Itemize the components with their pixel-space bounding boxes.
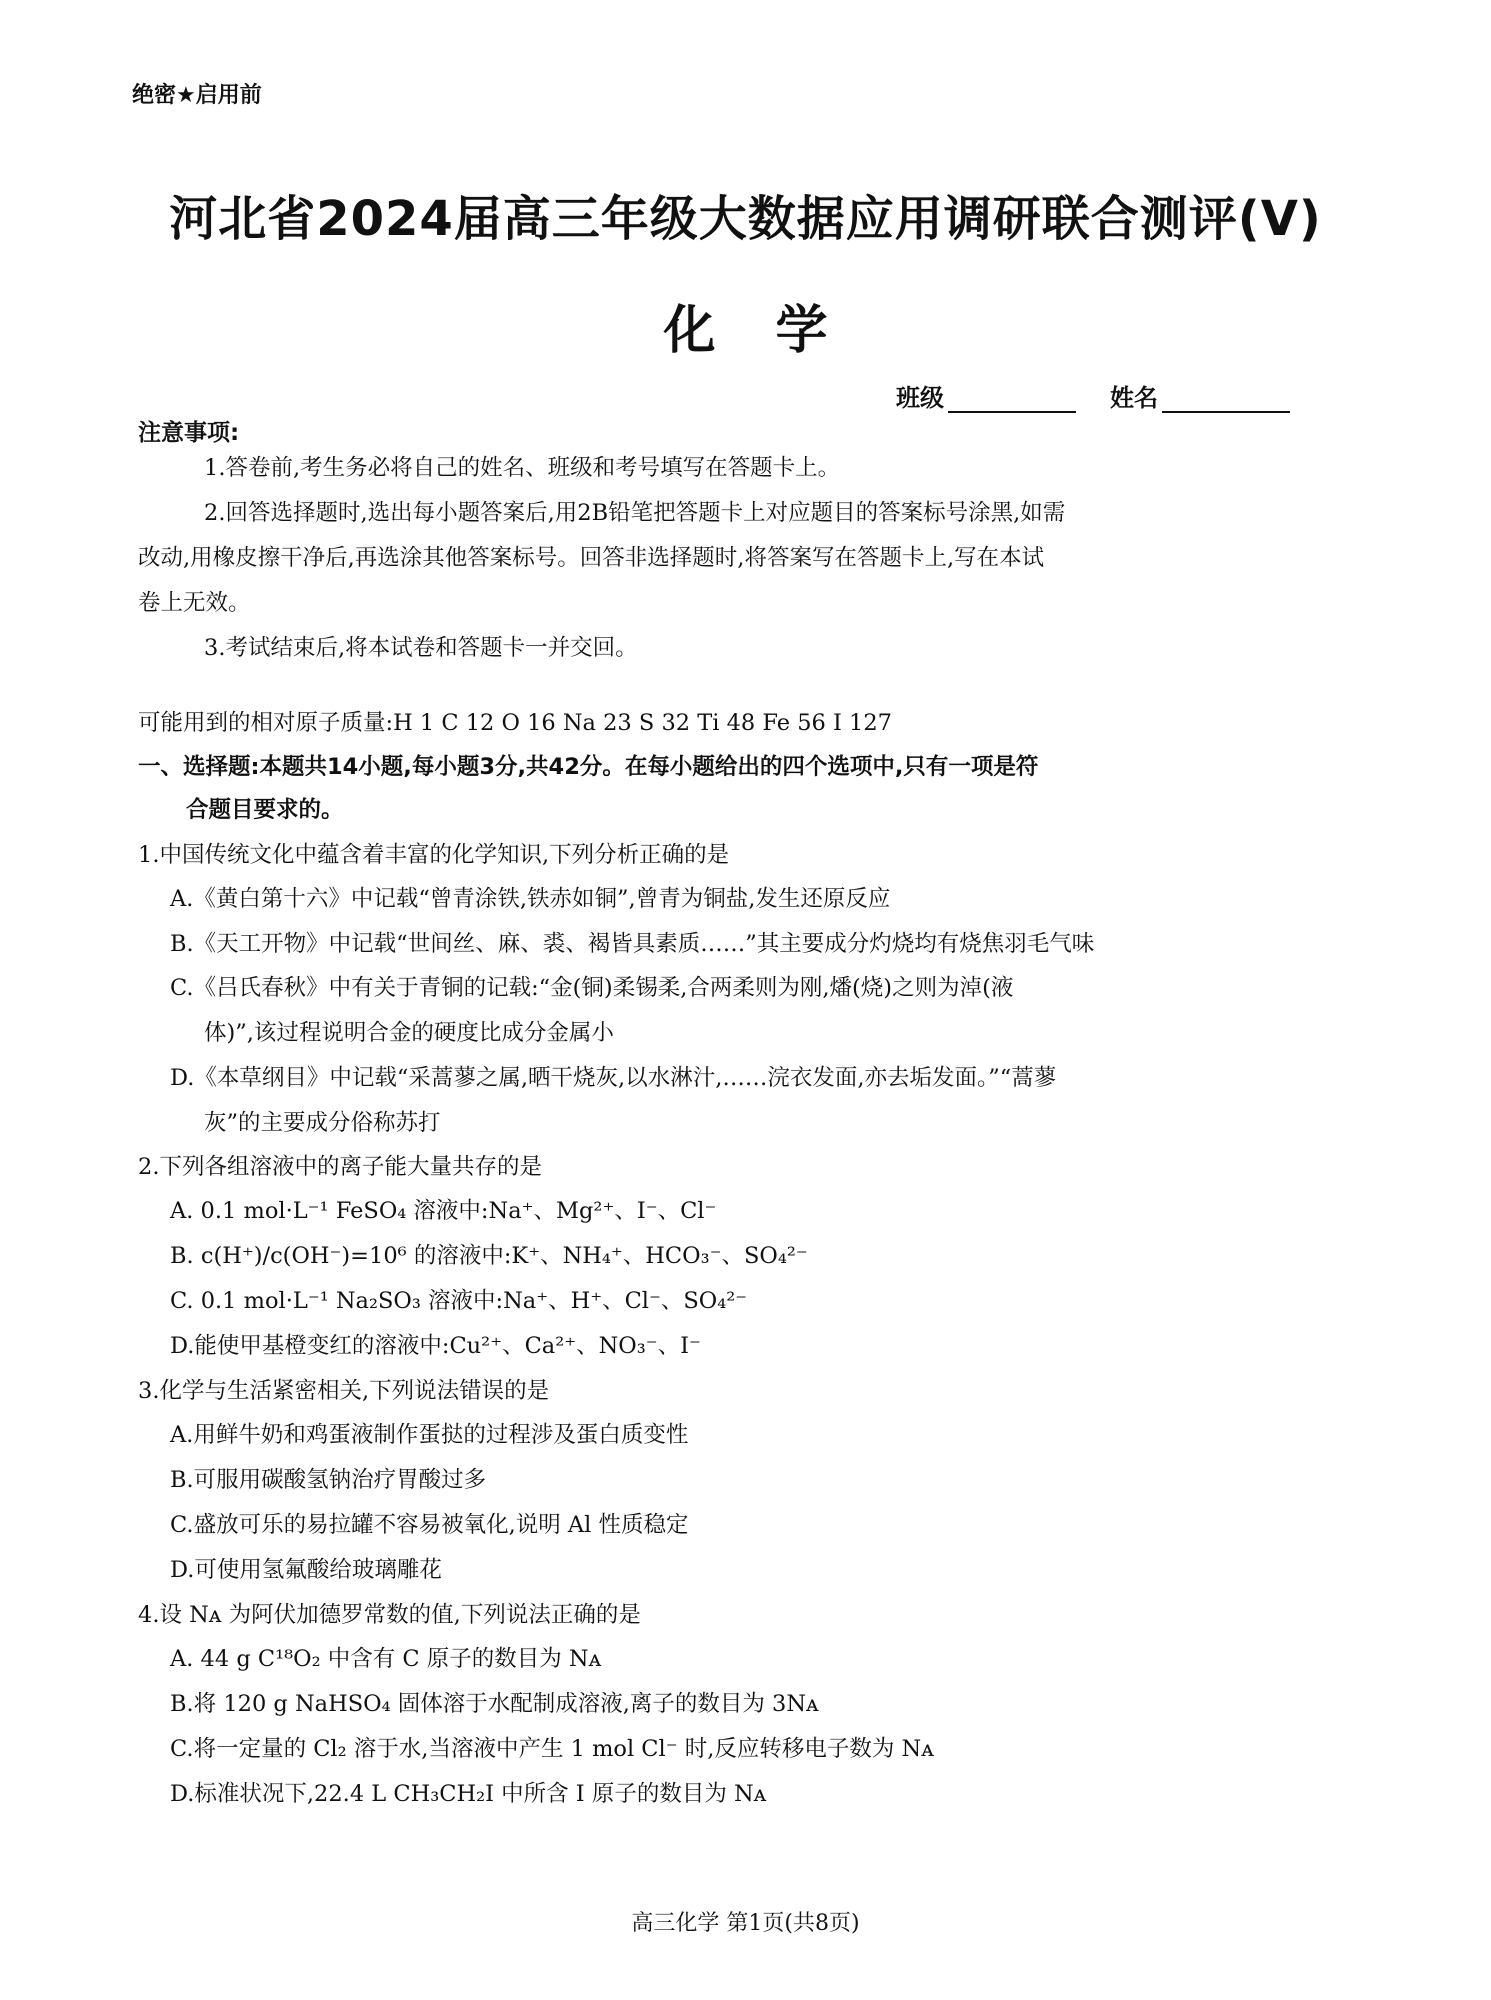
class-field	[896, 378, 1076, 413]
exam-title: 河北省2024届高三年级大数据应用调研联合测评(Ⅴ)	[169, 191, 1322, 247]
notes-heading: 注意事项:	[138, 420, 240, 446]
question-3-stem: 3.化学与生活紧密相关,下列说法错误的是	[138, 1378, 550, 1404]
question-3-option-a: A.用鲜牛奶和鸡蛋液制作蛋挞的过程涉及蛋白质变性	[170, 1422, 689, 1448]
class-blank	[948, 389, 1076, 413]
question-1-option-d-line-2: 灰”的主要成分俗称苏打	[204, 1110, 441, 1136]
note-2-line-3: 卷上无效。	[138, 590, 251, 616]
atomic-masses: 可能用到的相对原子质量:H 1 C 12 O 16 Na 23 S 32 Ti 48 Fe 56 I 127	[138, 710, 892, 736]
question-4-option-d: D.标准状况下,22.4 L CH₃CH₂I 中所含 I 原子的数目为 Nᴀ	[170, 1781, 767, 1807]
class-label: 班级	[896, 384, 944, 412]
page-footer: 高三化学 第1页(共8页)	[631, 1911, 860, 1936]
question-2-option-d: D.能使甲基橙变红的溶液中:Cu²⁺、Ca²⁺、NO₃⁻、I⁻	[170, 1333, 701, 1359]
question-1-option-c-line-1: C.《吕氏春秋》中有关于青铜的记载:“金(铜)柔锡柔,合两柔则为刚,燔(烧)之则为淖(液	[170, 975, 1014, 1001]
note-3: 3.考试结束后,将本试卷和答题卡一并交回。	[204, 635, 638, 661]
question-2-option-b: B. c(H⁺)/c(OH⁻)=10⁶ 的溶液中:K⁺、NH₄⁺、HCO₃⁻、SO₄²⁻	[170, 1243, 808, 1269]
question-1-option-b: B.《天工开物》中记载“世间丝、麻、裘、褐皆具素质……”其主要成分灼烧均有烧焦羽毛气味	[170, 931, 1095, 957]
section-1-heading-line-2: 合题目要求的。	[186, 797, 344, 823]
question-1-option-a: A.《黄白第十六》中记载“曾青涂铁,铁赤如铜”,曾青为铜盐,发生还原反应	[170, 886, 891, 912]
question-4-stem: 4.设 Nᴀ 为阿伏加德罗常数的值,下列说法正确的是	[138, 1602, 641, 1628]
name-field	[1110, 378, 1290, 413]
note-2-line-2: 改动,用橡皮擦干净后,再选涂其他答案标号。回答非选择题时,将答案写在答题卡上,写在本试	[138, 545, 1045, 571]
question-2-stem: 2.下列各组溶液中的离子能大量共存的是	[138, 1154, 542, 1180]
question-4-option-a: A. 44 g C¹⁸O₂ 中含有 C 原子的数目为 Nᴀ	[170, 1646, 602, 1672]
subject-title: 化学	[663, 301, 888, 361]
question-1-option-d-line-1: D.《本草纲目》中记载“采蒿蓼之属,晒干烧灰,以水淋汁,……浣衣发面,亦去垢发面。”“蒿蓼	[170, 1065, 1057, 1091]
name-blank	[1162, 389, 1290, 413]
question-4-option-b: B.将 120 g NaHSO₄ 固体溶于水配制成溶液,离子的数目为 3Nᴀ	[170, 1691, 819, 1717]
question-4-option-c: C.将一定量的 Cl₂ 溶于水,当溶液中产生 1 mol Cl⁻ 时,反应转移电子数为 Nᴀ	[170, 1736, 934, 1762]
question-3-option-b: B.可服用碳酸氢钠治疗胃酸过多	[170, 1467, 487, 1493]
question-2-option-c: C. 0.1 mol·L⁻¹ Na₂SO₃ 溶液中:Na⁺、H⁺、Cl⁻、SO₄²⁻	[170, 1288, 748, 1314]
question-3-option-d: D.可使用氢氟酸给玻璃雕花	[170, 1557, 442, 1583]
question-1-option-c-line-2: 体)”,该过程说明合金的硬度比成分金属小	[204, 1020, 614, 1046]
note-1: 1.答卷前,考生务必将自己的姓名、班级和考号填写在答题卡上。	[204, 455, 841, 481]
section-1-heading-line-1: 一、选择题:本题共14小题,每小题3分,共42分。在每小题给出的四个选项中,只有一项是符	[138, 754, 1039, 780]
question-1-stem: 1.中国传统文化中蕴含着丰富的化学知识,下列分析正确的是	[138, 842, 730, 868]
confidential-label: 绝密★启用前	[132, 83, 262, 108]
question-3-option-c: C.盛放可乐的易拉罐不容易被氧化,说明 Al 性质稳定	[170, 1512, 689, 1538]
note-2-line-1: 2.回答选择题时,选出每小题答案后,用2B铅笔把答题卡上对应题目的答案标号涂黑,如需	[204, 500, 1066, 526]
question-2-option-a: A. 0.1 mol·L⁻¹ FeSO₄ 溶液中:Na⁺、Mg²⁺、I⁻、Cl⁻	[170, 1198, 717, 1224]
name-label: 姓名	[1110, 384, 1158, 412]
